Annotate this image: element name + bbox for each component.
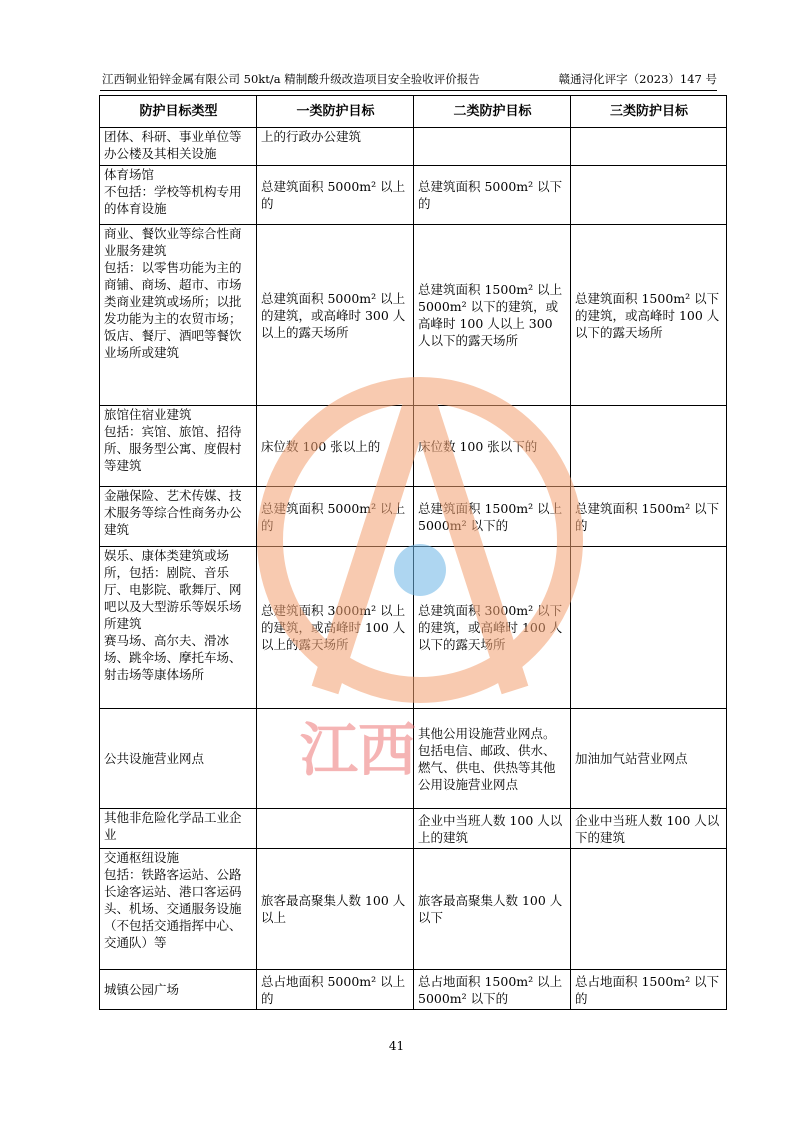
class-three-cell: 加油加气站营业网点 — [571, 709, 727, 809]
target-type-cell — [100, 166, 257, 225]
target-type-cell — [100, 970, 257, 1010]
class-one-cell: 总建筑面积 5000m² 以上的建筑，或高峰时 300 人以上的露天场所 — [257, 225, 414, 406]
table-row — [100, 487, 727, 547]
target-type-text: 金融保险、艺术传媒、技术服务等综合性商务办公建筑 — [104, 488, 242, 537]
target-type-text: 娱乐、康体类建筑或场所，包括：剧院、音乐厅、电影院、歌舞厅、网吧以及大型游乐等娱乐场所建筑 — [104, 548, 242, 631]
target-type-text: 城镇公园广场 — [104, 982, 180, 997]
class-one-cell: 上的行政办公建筑 — [257, 128, 414, 166]
header-report-title: 江西铜业铅锌金属有限公司 50kt/a 精制酸升级改造项目安全验收评价报告 — [102, 72, 480, 86]
target-type-cell — [100, 225, 257, 406]
class-two-cell: 其他公用设施营业网点。包括电信、邮政、供水、燃气、供电、供热等其他公用设施营业网点 — [414, 709, 571, 809]
table-row — [100, 166, 727, 225]
class-two-cell: 总建筑面积 1500m² 以上 5000m² 以下的建筑，或高峰时 100 人以上 300 人以下的露天场所 — [414, 225, 571, 406]
class-one-cell: 旅客最高聚集人数 100 人以上 — [257, 849, 414, 970]
table-row — [100, 128, 727, 166]
table-row — [100, 225, 727, 406]
class-two-cell: 总建筑面积 5000m² 以下的 — [414, 166, 571, 225]
table-row — [100, 970, 727, 1010]
class-three-cell — [571, 406, 727, 487]
table-row — [100, 709, 727, 809]
class-three-cell — [571, 166, 727, 225]
header-report-number: 赣通浔化评字（2023）147 号 — [558, 72, 717, 86]
class-two-cell: 总占地面积 1500m² 以上 5000m² 以下的 — [414, 970, 571, 1010]
target-type-cell — [100, 406, 257, 487]
target-type-cell — [100, 709, 257, 809]
page-number: 41 — [388, 1039, 405, 1053]
target-type-note: 赛马场、高尔夫、滑冰场、跳伞场、摩托车场、射击场等康体场所 — [104, 633, 242, 682]
target-type-cell — [100, 487, 257, 547]
target-type-note: 包括：以零售功能为主的商铺、商场、超市、市场类商业建筑或场所；以批发功能为主的农贸市场；饭店、餐厅、酒吧等餐饮业场所或建筑 — [104, 260, 242, 360]
target-type-cell — [100, 547, 257, 709]
class-one-cell — [257, 709, 417, 809]
class-three-cell: 总占地面积 1500m² 以下的 — [571, 970, 727, 1010]
class-two-cell: 旅客最高聚集人数 100 人以下 — [414, 849, 571, 970]
class-one-cell — [257, 809, 414, 849]
table-row — [100, 809, 727, 849]
class-three-cell: 总建筑面积 1500m² 以下的 — [571, 487, 727, 547]
class-two-cell: 总建筑面积 1500m² 以上 5000m² 以下的 — [414, 487, 571, 547]
table-row — [100, 547, 727, 709]
class-two-cell — [414, 128, 571, 166]
class-one-cell: 总建筑面积 3000m² 以上的建筑，或高峰时 100 人以上的露天场所 — [257, 547, 414, 709]
target-type-cell — [100, 849, 257, 970]
class-two-cell: 总建筑面积 3000m² 以下的建筑，或高峰时 100 人以下的露天场所 — [414, 547, 571, 709]
class-one-cell: 总建筑面积 5000m² 以上的 — [257, 166, 414, 225]
seal-watermark-text: 江西 — [300, 716, 417, 784]
class-one-cell: 总建筑面积 5000m² 以上的 — [257, 487, 414, 547]
protection-target-table — [99, 95, 727, 1010]
class-one-cell: 总占地面积 5000m² 以上的 — [257, 970, 414, 1010]
column-header: 三类防护目标 — [571, 96, 727, 128]
target-type-note: 不包括：学校等机构专用的体育设施 — [104, 184, 242, 216]
target-type-text: 商业、餐饮业等综合性商业服务建筑 — [104, 226, 242, 258]
class-three-cell — [571, 849, 727, 970]
target-type-text: 其他非危险化学品工业企业 — [104, 810, 242, 842]
target-type-note: 包括：宾馆、旅馆、招待所、服务型公寓、度假村等建筑 — [104, 424, 242, 473]
class-two-cell: 床位数 100 张以下的 — [414, 406, 571, 487]
table-header-row — [100, 96, 727, 128]
class-three-cell: 企业中当班人数 100 人以下的建筑 — [571, 809, 727, 849]
column-header: 一类防护目标 — [257, 96, 414, 128]
target-type-text: 团体、科研、事业单位等办公楼及其相关设施 — [104, 129, 242, 161]
class-two-cell: 企业中当班人数 100 人以上的建筑 — [414, 809, 571, 849]
column-header: 二类防护目标 — [414, 96, 571, 128]
target-type-text: 旅馆住宿业建筑 — [104, 407, 192, 422]
class-three-cell: 总建筑面积 1500m² 以下的建筑，或高峰时 100 人以下的露天场所 — [571, 225, 727, 406]
page-header — [100, 70, 717, 91]
table-row — [100, 849, 727, 970]
target-type-note: 包括：铁路客运站、公路长途客运站、港口客运码头、机场、交通服务设施（不包括交通指挥中心、交通队）等 — [104, 867, 242, 950]
class-three-cell — [571, 128, 727, 166]
class-three-cell — [571, 547, 727, 709]
target-type-cell — [100, 128, 257, 166]
column-header: 防护目标类型 — [100, 96, 257, 128]
target-type-text: 公共设施营业网点 — [104, 751, 205, 766]
target-type-text: 体育场馆 — [104, 167, 155, 182]
table-row — [100, 406, 727, 487]
target-type-cell — [100, 809, 257, 849]
class-one-cell: 床位数 100 张以上的 — [257, 406, 414, 487]
target-type-text: 交通枢纽设施 — [104, 850, 180, 865]
